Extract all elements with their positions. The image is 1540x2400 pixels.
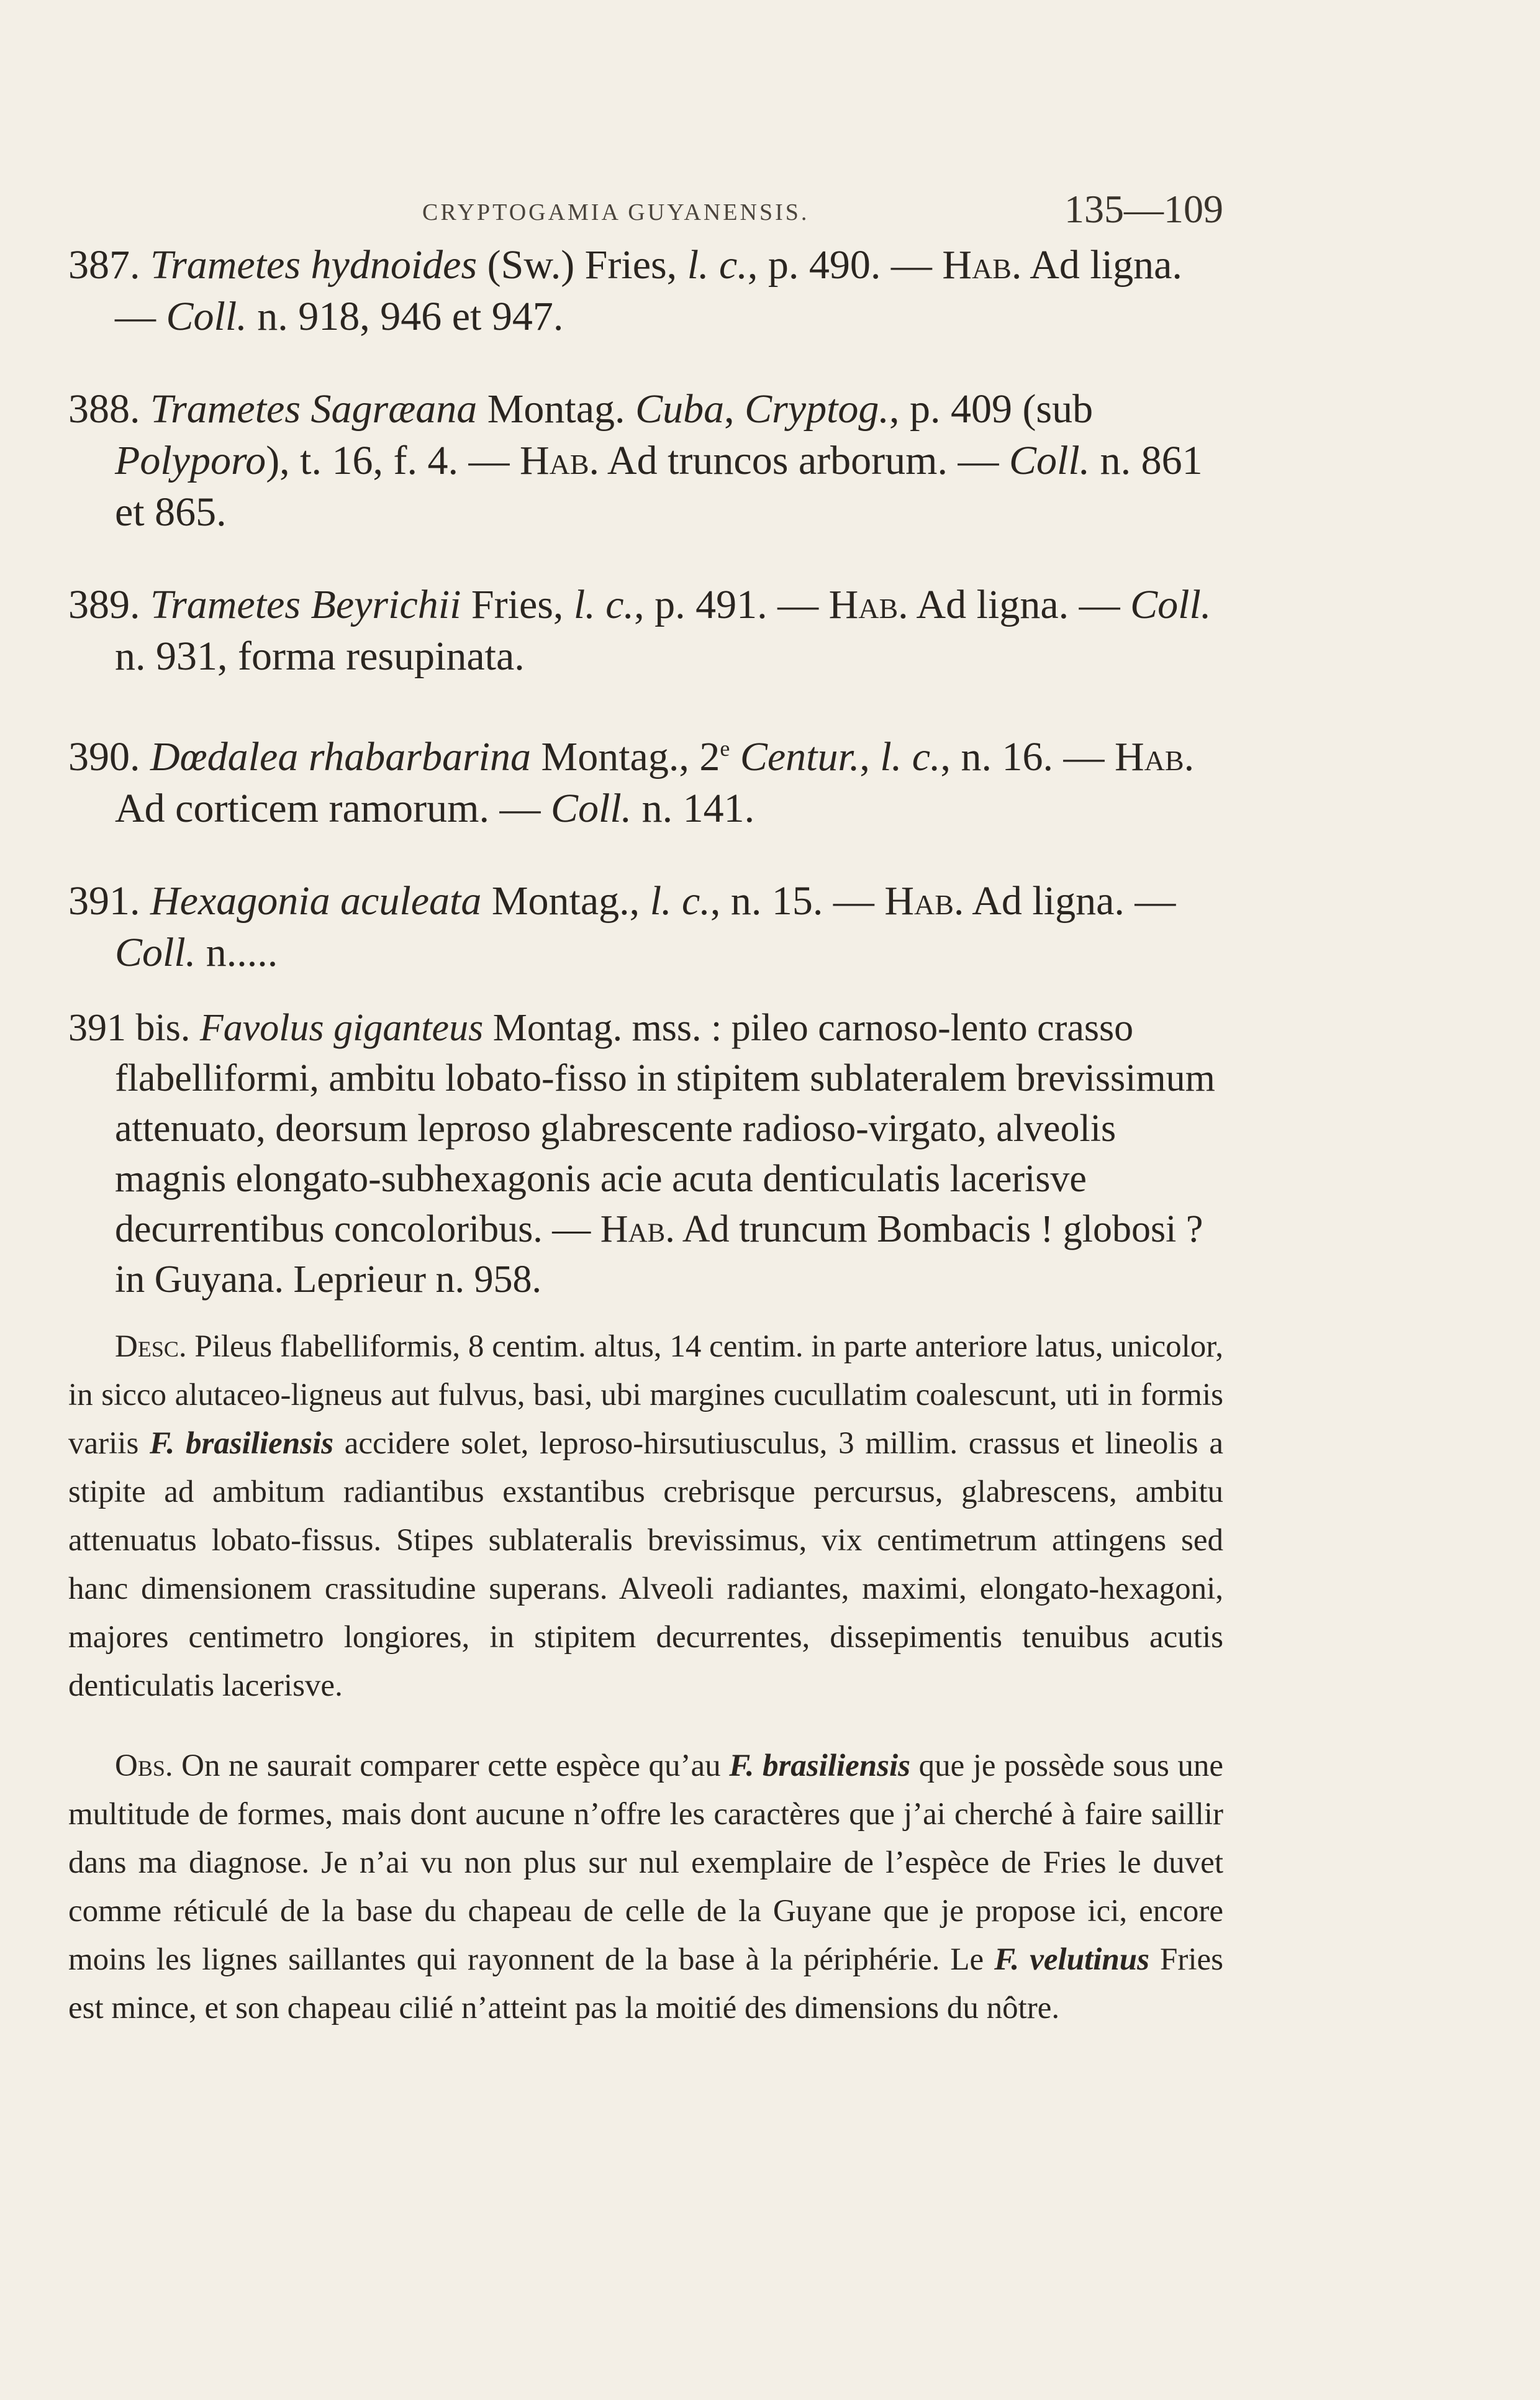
obs-text: que je possède sous une multitude de formes, mais dont aucune n’offre les caractères que j’ai cherché à faire saillir dans ma diagnose. Je n’ai vu non plus sur nul exemplaire de l’espèce de Fries le duvet comme réticulé de la base du chapeau de celle de la Guyane que je propose ici, encore moins les lignes saillantes qui rayonnent de la base à la périphérie. Le <box>68 1748 1223 1977</box>
entry-text: , <box>859 734 881 780</box>
entry-390 <box>68 723 1223 834</box>
species-name: Trametes Beyrichii <box>150 582 461 627</box>
obs-text: Fries est mince, et son chapeau cilié n’atteint pas la moitié des dimensions du nôtre. <box>68 1942 1224 2025</box>
coll-label: Coll. <box>1130 582 1212 627</box>
entry-391 <box>68 875 1223 978</box>
entry-text: Ad truncos arborum. — <box>599 438 1009 483</box>
species-reference: F. velutinus <box>994 1942 1150 1977</box>
obs-label: Obs. <box>115 1748 173 1783</box>
entry-text: , n. 15. — <box>710 878 885 924</box>
desc-text: Pileus flabelliformis, 8 centim. altus, 14 centim. in parte anteriore latus, unicolor, in sicco alutaceo-ligneus aut fulvus, basi, ubi margines cucullatim coalescunt, uti in formis variis <box>68 1329 1223 1461</box>
entry-text: Fries, <box>461 582 574 627</box>
entry-number: 391. <box>68 878 140 924</box>
hab-label: Hab. <box>519 438 600 483</box>
entry-text: , n. 16. — <box>940 734 1115 780</box>
hab-label: Hab. <box>884 878 964 924</box>
entry-number: 388. <box>68 386 140 432</box>
superscript: e <box>720 736 730 761</box>
entry-text: Montag. <box>477 386 636 432</box>
entry-text: n. 918, 946 et 947. <box>247 294 564 339</box>
reference: l. c. <box>880 734 941 780</box>
obs-text: On ne saurait comparer cette espèce qu’au <box>173 1748 730 1783</box>
hab-label: Hab. <box>828 582 908 627</box>
observation-paragraph <box>68 1742 1223 2032</box>
species-reference: F. brasiliensis <box>150 1426 334 1461</box>
entry-text: n. 861 et 865. <box>115 438 1203 535</box>
entry-text: Ad ligna. — <box>964 878 1176 924</box>
entry-text: , p. 409 (sub <box>889 386 1094 432</box>
desc-text: accidere solet, leproso-hirsutiusculus, 3 millim. crassus et lineolis a stipite ad ambitum radiantibus exstantibus crebrisque percursus, glabrescens, ambitu attenuatus lobato-fissus. Stipes sublateralis brevissimus, vix centimetrum attingens sed hanc dimensionem crassitudine superans. Alveoli radiantes, maximi, elongato-hexagoni, majores centimetro longiores, in stipitem decurrentes, dissepimentis tenuibus acutis denticulatis lacerisve. <box>68 1426 1223 1703</box>
coll-label: Coll. <box>550 786 632 831</box>
entry-389 <box>68 579 1223 682</box>
entry-388 <box>68 383 1223 538</box>
entry-text: ), t. 16, f. 4. — <box>266 438 520 483</box>
entry-text: Ad truncum Bombacis ! globosi ? in Guyana. Leprieur n. 958. <box>115 1208 1203 1301</box>
entry-text: , p. 490. — <box>747 242 943 288</box>
species-name: Favolus giganteus <box>199 1007 484 1049</box>
reference: Cryptog. <box>745 386 889 432</box>
species-name: Trametes hydnoides <box>150 242 478 288</box>
entry-text: n. 931, forma resupinata. <box>115 634 525 679</box>
entry-text: Ad corticem ramorum. — <box>115 786 551 831</box>
reference: Cuba <box>635 386 725 432</box>
entry-text: n..... <box>196 930 278 975</box>
reference: Polyporo <box>115 438 266 483</box>
entry-391-bis <box>68 1003 1223 1305</box>
entry-text: Montag. mss. : pileo carnoso-lento crasso flabelliformi, ambitu lobato-fisso in stipitem sublateralem brevissimum attenuato, deorsum leproso glabrescente radioso-virgato, alveolis magnis elongato-subhexagonis acie acuta denticulatis lacerisve decurrentibus concoloribus. — <box>115 1007 1215 1250</box>
species-reference: F. brasiliensis <box>729 1748 911 1783</box>
reference: l. c. <box>573 582 635 627</box>
description-paragraph <box>68 1322 1223 1710</box>
species-name: Hexagonia aculeata <box>150 878 482 924</box>
reference: l. c. <box>650 878 710 924</box>
hab-label: Hab. <box>600 1208 675 1250</box>
entry-number: 389. <box>68 582 140 627</box>
entry-number: 390. <box>68 734 140 780</box>
species-name: Dœdalea rhabarbarina <box>150 734 532 780</box>
desc-label: Desc. <box>115 1329 187 1364</box>
entry-text: Ad ligna. — <box>908 582 1131 627</box>
coll-label: Coll. <box>1008 438 1090 483</box>
entry-text: , p. 491. — <box>634 582 829 627</box>
running-title: CRYPTOGAMIA GUYANENSIS. <box>422 199 810 225</box>
entry-text: Montag., <box>481 878 650 924</box>
coll-label: Coll. <box>166 294 247 339</box>
reference: l. c. <box>687 242 748 288</box>
entry-number: 387. <box>68 242 140 288</box>
entry-text: Ad ligna. — <box>115 242 1182 339</box>
page-header <box>422 186 1223 236</box>
entry-text <box>730 734 740 780</box>
entry-text: n. 141. <box>632 786 755 831</box>
entry-number: 391 bis. <box>68 1007 191 1049</box>
entry-387 <box>68 239 1223 342</box>
hab-label: Hab. <box>1115 734 1195 780</box>
entry-text: , <box>724 386 745 432</box>
page-number: 135—109 <box>1064 187 1223 231</box>
page-content <box>68 239 1223 2064</box>
hab-label: Hab. <box>942 242 1022 288</box>
species-name: Trametes Sagræana <box>150 386 478 432</box>
reference: Centur. <box>740 734 860 780</box>
coll-label: Coll. <box>115 930 196 975</box>
entry-text: (Sw.) Fries, <box>477 242 687 288</box>
entry-text: Montag., 2 <box>531 734 720 780</box>
